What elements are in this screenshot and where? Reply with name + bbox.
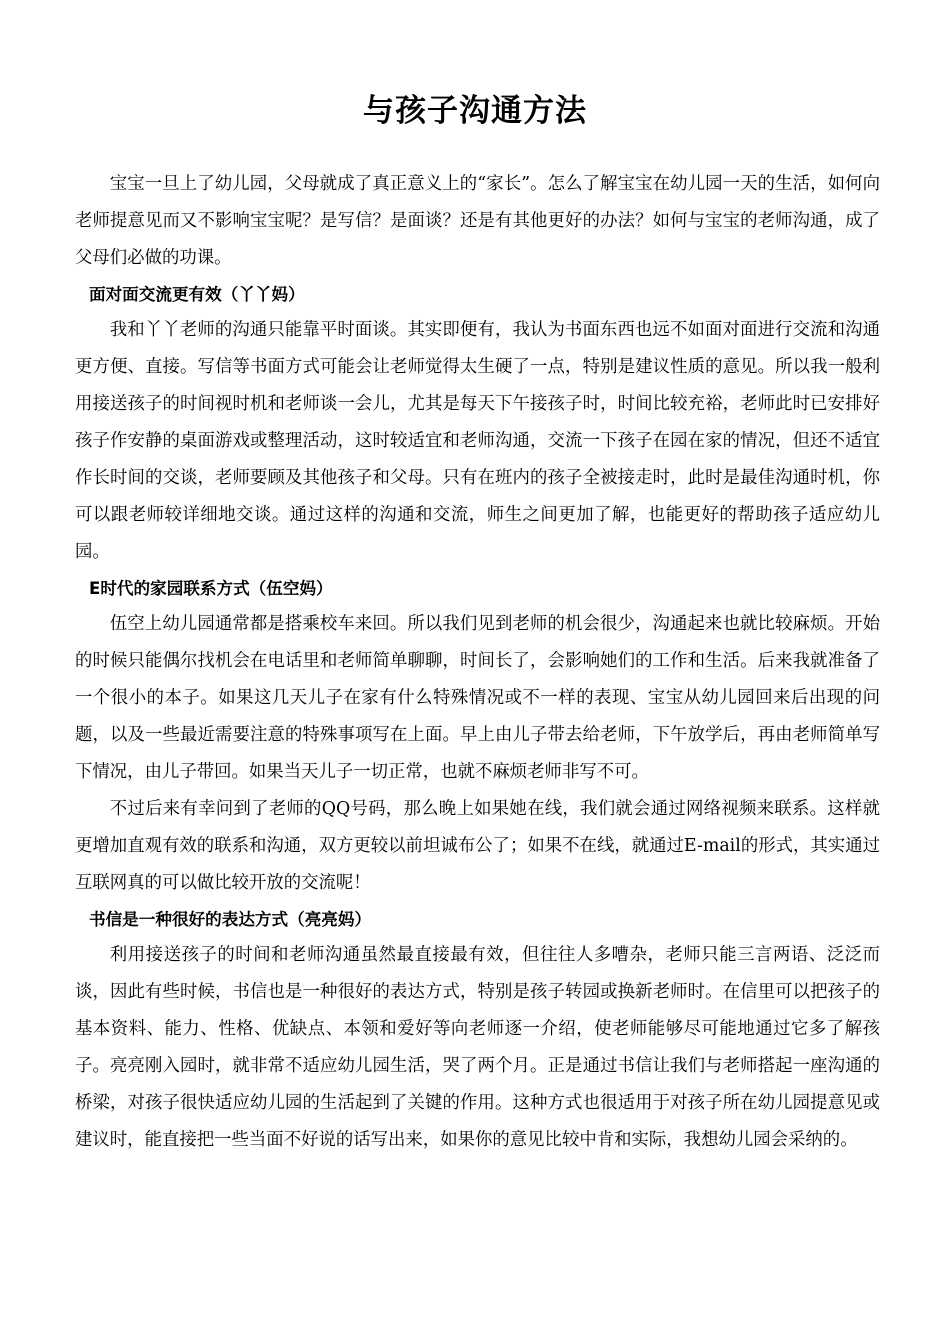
section-paragraph: 利用接送孩子的时间和老师沟通虽然最直接最有效，但往往人多嘈杂，老师只能三言两语、泛泛而谈，因此有些时候，书信也是一种很好的表达方式，特别是孩子转园或换新老师时。在信里可以把孩子的基本资料、能力、性格、优缺点、本领和爱好等向老师逐一介绍，使老师能够尽可能地通过它多了解孩子。亮亮刚入园时，就非常不适应幼儿园生活，哭了两个月。正是通过书信让我们与老师搭起一座沟通的桥梁，对孩子很快适应幼儿园的生活起到了关键的作用。这种方式也很适用于对孩子所在幼儿园提意见或建议时，能直接把一些当面不好说的话写出来，如果你的意见比较中肯和实际，我想幼儿园会采纳的。 (75, 945, 880, 1150)
section-paragraph: 不过后来有幸问到了老师的QQ号码，那么晚上如果她在线，我们就会通过网络视频来联系。这样就更增加直观有效的联系和沟通，双方更较以前坦诚布公了；如果不在线，就通过E-mail的形式，其实通过互联网真的可以做比较开放的交流呢！ (75, 799, 880, 893)
section-face-to-face (75, 277, 880, 571)
section-letters (75, 902, 880, 1159)
section-heading: 书信是一种很好的表达方式（亮亮妈） (89, 910, 372, 929)
intro-paragraph: 宝宝一旦上了幼儿园，父母就成了真正意义上的“家长”。怎么了解宝宝在幼儿园一天的生活，如何向老师提意见而又不影响宝宝呢？是写信？是面谈？还是有其他更好的办法？如何与宝宝的老师沟通，成了父母们必做的功课。 (75, 174, 880, 268)
section-heading: E时代的家园联系方式（伍空妈） (89, 579, 333, 598)
section-e-era (75, 571, 880, 902)
document-title: 与孩子沟通方法 (363, 93, 587, 129)
section-paragraph: 伍空上幼儿园通常都是搭乘校车来回。所以我们见到老师的机会很少，沟通起来也就比较麻烦。开始的时候只能偶尔找机会在电话里和老师简单聊聊，时间长了，会影响她们的工作和生活。后来我就准备了一个很小的本子。如果这几天儿子在家有什么特殊情况或不一样的表现、宝宝从幼儿园回来后出现的问题，以及一些最近需要注意的特殊事项写在上面。早上由儿子带去给老师，下午放学后，再由老师简单写下情况，由儿子带回。如果当天儿子一切正常，也就不麻烦老师非写不可。 (75, 614, 880, 782)
section-paragraph: 我和丫丫老师的沟通只能靠平时面谈。其实即便有，我认为书面东西也远不如面对面进行交流和沟通更方便、直接。写信等书面方式可能会让老师觉得太生硬了一点，特别是建议性质的意见。所以我一般利用接送孩子的时间视时机和老师谈一会儿，尤其是每天下午接孩子时，时间比较充裕，老师此时已安排好孩子作安静的桌面游戏或整理活动，这时较适宜和老师沟通，交流一下孩子在园在家的情况，但还不适宜作长时间的交谈，老师要顾及其他孩子和父母。只有在班内的孩子全被接走时，此时是最佳沟通时机，你可以跟老师较详细地交谈。通过这样的沟通和交流，师生之间更加了解，也能更好的帮助孩子适应幼儿园。 (75, 320, 880, 562)
section-heading: 面对面交流更有效（丫丫妈） (89, 285, 305, 304)
document-body (75, 166, 880, 1159)
